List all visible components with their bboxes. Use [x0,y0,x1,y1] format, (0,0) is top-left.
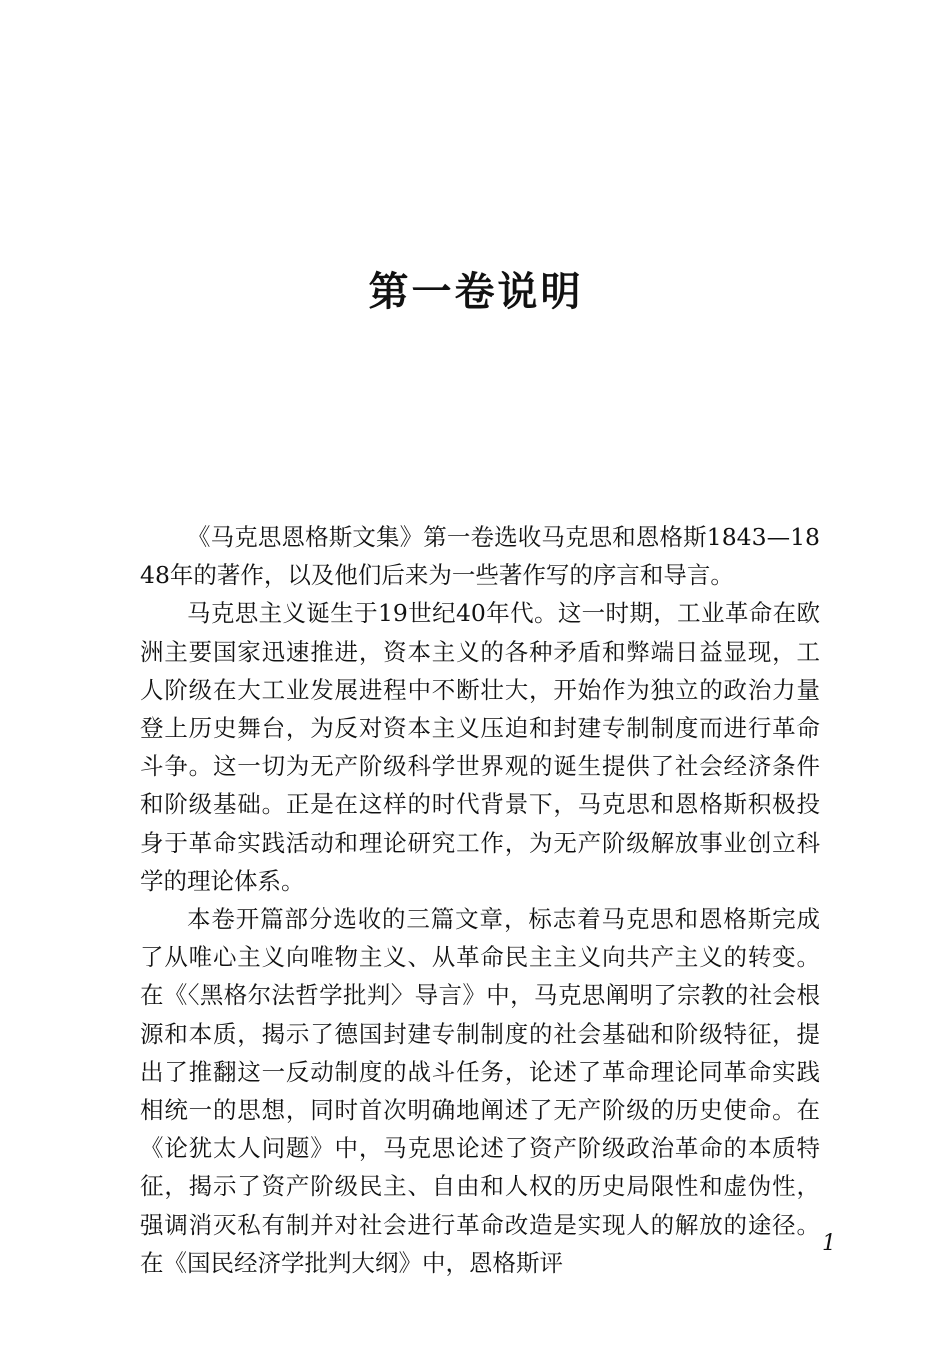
paragraph-3: 本卷开篇部分选收的三篇文章，标志着马克思和恩格斯完成了从唯心主义向唯物主义、从革命民主主义向共产主义的转变。在《〈黑格尔法哲学批判〉导言》中，马克思阐明了宗教的社会根源和本质，揭示了德国封建专制制度的社会基础和阶级特征，提出了推翻这一反动制度的战斗任务，论述了革命理论同革命实践相统一的思想，同时首次明确地阐述了无产阶级的历史使命。在《论犹太人问题》中，马克思论述了资产阶级政治革命的本质特征，揭示了资产阶级民主、自由和人权的历史局限性和虚伪性，强调消灭私有制并对社会进行革命改造是实现人的解放的途径。在《国民经济学批判大纲》中，恩格斯评 [140,905,820,1277]
paragraph-1: 《马克思恩格斯文集》第一卷选收马克思和恩格斯1843—1848年的著作，以及他们后来为一些著作写的序言和导言。 [140,523,820,590]
page-number: 1 [822,1231,836,1256]
body-text [140,518,820,1282]
page-title: 第一卷说明 [368,268,584,315]
paragraph-2: 马克思主义诞生于19世纪40年代。这一时期，工业革命在欧洲主要国家迅速推进，资本主义的各种矛盾和弊端日益显现，工人阶级在大工业发展进程中不断壮大，开始作为独立的政治力量登上历史舞台，为反对资本主义压迫和封建专制制度而进行革命斗争。这一切为无产阶级科学世界观的诞生提供了社会经济条件和阶级基础。正是在这样的时代背景下，马克思和恩格斯积极投身于革命实践活动和理论研究工作，为无产阶级解放事业创立科学的理论体系。 [140,599,820,895]
